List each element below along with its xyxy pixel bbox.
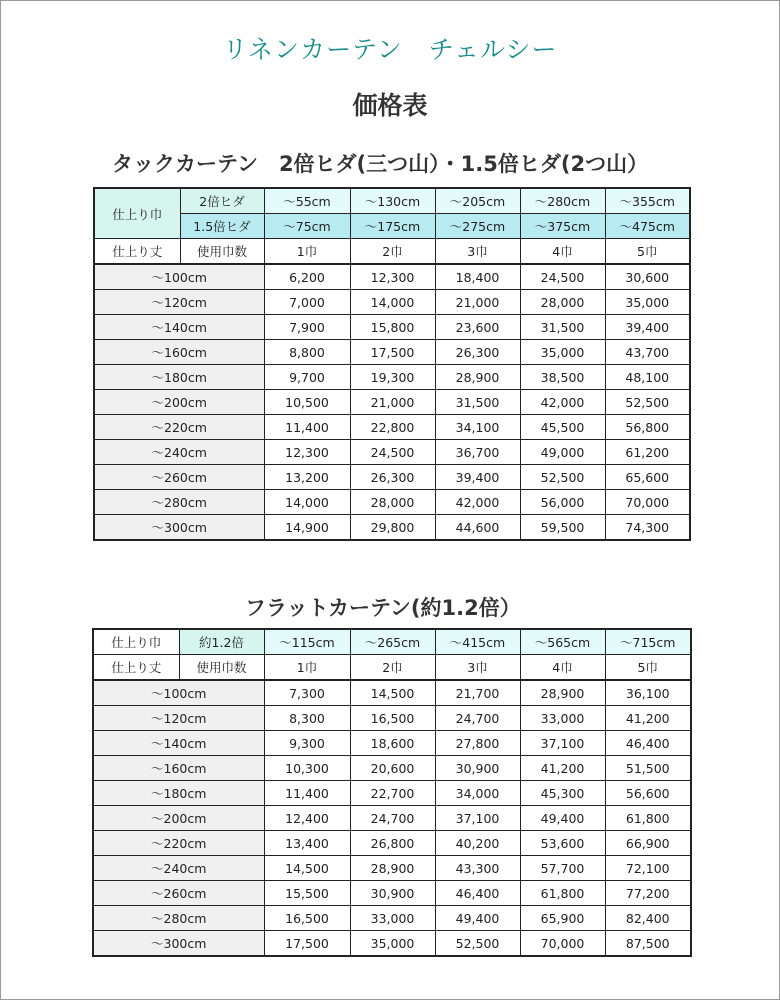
tuck-panel-count: 2巾 bbox=[350, 239, 435, 265]
flat-price-cell: 17,500 bbox=[264, 931, 350, 957]
flat-panels-label: 使用巾数 bbox=[179, 655, 264, 681]
flat-price-cell: 41,200 bbox=[605, 706, 691, 731]
flat-price-cell: 65,900 bbox=[520, 906, 605, 931]
flat-price-cell: 21,700 bbox=[435, 680, 520, 706]
table-row bbox=[93, 781, 691, 806]
flat-price-cell: 35,000 bbox=[350, 931, 435, 957]
flat-price-cell: 15,500 bbox=[264, 881, 350, 906]
flat-price-cell: 70,000 bbox=[520, 931, 605, 957]
tuck-price-cell: 28,000 bbox=[350, 490, 435, 515]
tuck-price-cell: 49,000 bbox=[520, 440, 605, 465]
tuck-price-cell: 7,900 bbox=[264, 315, 350, 340]
flat-length-cell: ～240cm bbox=[93, 856, 264, 881]
flat-price-cell: 77,200 bbox=[605, 881, 691, 906]
flat-price-cell: 33,000 bbox=[520, 706, 605, 731]
tuck-price-cell: 23,600 bbox=[435, 315, 520, 340]
flat-length-cell: ～200cm bbox=[93, 806, 264, 831]
tuck-panel-count: 5巾 bbox=[605, 239, 690, 265]
tuck-price-cell: 74,300 bbox=[605, 515, 690, 541]
tuck-price-cell: 44,600 bbox=[435, 515, 520, 541]
flat-width-cell: ～715cm bbox=[605, 629, 691, 655]
flat-price-cell: 8,300 bbox=[264, 706, 350, 731]
flat-fold-label: 約1.2倍 bbox=[179, 629, 264, 655]
tuck-price-cell: 14,000 bbox=[264, 490, 350, 515]
tuck-price-cell: 6,200 bbox=[264, 264, 350, 290]
flat-price-cell: 24,700 bbox=[435, 706, 520, 731]
flat-price-cell: 20,600 bbox=[350, 756, 435, 781]
flat-price-cell: 66,900 bbox=[605, 831, 691, 856]
flat-price-cell: 10,300 bbox=[264, 756, 350, 781]
tuck-price-cell: 24,500 bbox=[520, 264, 605, 290]
tuck-price-cell: 21,000 bbox=[350, 390, 435, 415]
table-row bbox=[94, 440, 690, 465]
table-row bbox=[94, 490, 690, 515]
tuck-length-cell: ～260cm bbox=[94, 465, 264, 490]
flat-price-cell: 46,400 bbox=[605, 731, 691, 756]
flat-price-cell: 18,600 bbox=[350, 731, 435, 756]
tuck-price-cell: 42,000 bbox=[435, 490, 520, 515]
tuck-price-cell: 7,000 bbox=[264, 290, 350, 315]
flat-price-cell: 27,800 bbox=[435, 731, 520, 756]
flat-price-cell: 37,100 bbox=[520, 731, 605, 756]
tuck-price-cell: 12,300 bbox=[264, 440, 350, 465]
tuck-fold-2x-label: 2倍ヒダ bbox=[180, 188, 264, 214]
page-title: 価格表 bbox=[352, 91, 428, 120]
tuck-price-cell: 34,100 bbox=[435, 415, 520, 440]
table-row bbox=[93, 831, 691, 856]
flat-price-cell: 26,800 bbox=[350, 831, 435, 856]
flat-price-cell: 28,900 bbox=[350, 856, 435, 881]
flat-price-cell: 72,100 bbox=[605, 856, 691, 881]
tuck-width-15x-cell: ～375cm bbox=[520, 214, 605, 239]
tuck-price-cell: 21,000 bbox=[435, 290, 520, 315]
flat-price-cell: 9,300 bbox=[264, 731, 350, 756]
tuck-length-cell: ～160cm bbox=[94, 340, 264, 365]
table-row bbox=[93, 906, 691, 931]
flat-price-cell: 24,700 bbox=[350, 806, 435, 831]
flat-width-cell: ～415cm bbox=[435, 629, 520, 655]
tuck-panel-count: 3巾 bbox=[435, 239, 520, 265]
tuck-price-cell: 10,500 bbox=[264, 390, 350, 415]
flat-price-cell: 12,400 bbox=[264, 806, 350, 831]
table-row bbox=[93, 856, 691, 881]
flat-length-cell: ～140cm bbox=[93, 731, 264, 756]
tuck-price-cell: 31,500 bbox=[435, 390, 520, 415]
flat-price-cell: 14,500 bbox=[350, 680, 435, 706]
flat-panel-count: 4巾 bbox=[520, 655, 605, 681]
tuck-price-cell: 48,100 bbox=[605, 365, 690, 390]
flat-price-table bbox=[92, 628, 692, 957]
flat-price-cell: 13,400 bbox=[264, 831, 350, 856]
tuck-length-cell: ～300cm bbox=[94, 515, 264, 541]
tuck-price-cell: 15,800 bbox=[350, 315, 435, 340]
flat-price-cell: 14,500 bbox=[264, 856, 350, 881]
flat-length-cell: ～160cm bbox=[93, 756, 264, 781]
tuck-price-cell: 14,000 bbox=[350, 290, 435, 315]
tuck-panel-count: 4巾 bbox=[520, 239, 605, 265]
tuck-price-cell: 19,300 bbox=[350, 365, 435, 390]
flat-price-cell: 45,300 bbox=[520, 781, 605, 806]
tuck-length-cell: ～120cm bbox=[94, 290, 264, 315]
table-row bbox=[94, 365, 690, 390]
flat-length-cell: ～280cm bbox=[93, 906, 264, 931]
tuck-price-cell: 18,400 bbox=[435, 264, 520, 290]
table-row bbox=[94, 465, 690, 490]
flat-panel-count: 1巾 bbox=[264, 655, 350, 681]
flat-length-cell: ～260cm bbox=[93, 881, 264, 906]
flat-price-cell: 46,400 bbox=[435, 881, 520, 906]
table-row bbox=[93, 881, 691, 906]
tuck-width-2x-cell: ～55cm bbox=[264, 188, 350, 214]
table-row bbox=[94, 415, 690, 440]
tuck-price-cell: 22,800 bbox=[350, 415, 435, 440]
flat-length-label: 仕上り丈 bbox=[93, 655, 179, 681]
tuck-price-cell: 31,500 bbox=[520, 315, 605, 340]
tuck-section-title: タックカーテン 2倍ヒダ(三つ山）・1.5倍ヒダ(2つ山） bbox=[112, 152, 649, 176]
flat-price-cell: 7,300 bbox=[264, 680, 350, 706]
table-row bbox=[93, 806, 691, 831]
tuck-price-cell: 35,000 bbox=[520, 340, 605, 365]
flat-price-cell: 52,500 bbox=[435, 931, 520, 957]
tuck-width-15x-cell: ～475cm bbox=[605, 214, 690, 239]
flat-price-cell: 41,200 bbox=[520, 756, 605, 781]
flat-width-cell: ～265cm bbox=[350, 629, 435, 655]
tuck-length-cell: ～140cm bbox=[94, 315, 264, 340]
tuck-length-cell: ～280cm bbox=[94, 490, 264, 515]
flat-length-cell: ～180cm bbox=[93, 781, 264, 806]
flat-price-cell: 30,900 bbox=[350, 881, 435, 906]
tuck-price-cell: 39,400 bbox=[435, 465, 520, 490]
table-row bbox=[94, 290, 690, 315]
flat-price-cell: 61,800 bbox=[520, 881, 605, 906]
flat-price-cell: 37,100 bbox=[435, 806, 520, 831]
flat-length-cell: ～120cm bbox=[93, 706, 264, 731]
tuck-price-cell: 59,500 bbox=[520, 515, 605, 541]
table-row bbox=[94, 340, 690, 365]
tuck-price-cell: 29,800 bbox=[350, 515, 435, 541]
table-row bbox=[93, 731, 691, 756]
flat-price-cell: 28,900 bbox=[520, 680, 605, 706]
tuck-price-cell: 38,500 bbox=[520, 365, 605, 390]
tuck-width-15x-cell: ～275cm bbox=[435, 214, 520, 239]
flat-price-cell: 87,500 bbox=[605, 931, 691, 957]
tuck-price-cell: 26,300 bbox=[435, 340, 520, 365]
tuck-length-cell: ～220cm bbox=[94, 415, 264, 440]
flat-price-cell: 51,500 bbox=[605, 756, 691, 781]
tuck-length-cell: ～100cm bbox=[94, 264, 264, 290]
tuck-width-2x-cell: ～205cm bbox=[435, 188, 520, 214]
flat-price-cell: 34,000 bbox=[435, 781, 520, 806]
flat-price-cell: 40,200 bbox=[435, 831, 520, 856]
flat-width-cell: ～565cm bbox=[520, 629, 605, 655]
flat-panel-count: 3巾 bbox=[435, 655, 520, 681]
tuck-price-cell: 42,000 bbox=[520, 390, 605, 415]
tuck-price-cell: 61,200 bbox=[605, 440, 690, 465]
tuck-price-table bbox=[93, 187, 691, 541]
flat-width-label: 仕上り巾 bbox=[93, 629, 179, 655]
flat-price-cell: 11,400 bbox=[264, 781, 350, 806]
tuck-length-cell: ～240cm bbox=[94, 440, 264, 465]
tuck-panels-label: 使用巾数 bbox=[180, 239, 264, 265]
tuck-price-cell: 11,400 bbox=[264, 415, 350, 440]
tuck-price-cell: 13,200 bbox=[264, 465, 350, 490]
tuck-price-cell: 9,700 bbox=[264, 365, 350, 390]
flat-price-cell: 49,400 bbox=[520, 806, 605, 831]
tuck-width-2x-cell: ～130cm bbox=[350, 188, 435, 214]
tuck-price-cell: 39,400 bbox=[605, 315, 690, 340]
table-row bbox=[94, 390, 690, 415]
flat-length-cell: ～220cm bbox=[93, 831, 264, 856]
tuck-price-cell: 17,500 bbox=[350, 340, 435, 365]
flat-price-cell: 56,600 bbox=[605, 781, 691, 806]
table-row bbox=[94, 515, 690, 541]
flat-price-cell: 82,400 bbox=[605, 906, 691, 931]
tuck-price-cell: 52,500 bbox=[520, 465, 605, 490]
flat-length-cell: ～300cm bbox=[93, 931, 264, 957]
flat-price-cell: 49,400 bbox=[435, 906, 520, 931]
table-row bbox=[93, 680, 691, 706]
tuck-length-cell: ～180cm bbox=[94, 365, 264, 390]
flat-price-cell: 36,100 bbox=[605, 680, 691, 706]
flat-price-cell: 53,600 bbox=[520, 831, 605, 856]
flat-width-cell: ～115cm bbox=[264, 629, 350, 655]
tuck-price-cell: 28,000 bbox=[520, 290, 605, 315]
tuck-price-cell: 36,700 bbox=[435, 440, 520, 465]
brand-name: リネンカーテン チェルシー bbox=[222, 35, 558, 64]
tuck-price-cell: 43,700 bbox=[605, 340, 690, 365]
tuck-price-cell: 26,300 bbox=[350, 465, 435, 490]
flat-price-cell: 22,700 bbox=[350, 781, 435, 806]
tuck-price-cell: 52,500 bbox=[605, 390, 690, 415]
tuck-price-cell: 65,600 bbox=[605, 465, 690, 490]
tuck-panel-count: 1巾 bbox=[264, 239, 350, 265]
tuck-price-cell: 56,800 bbox=[605, 415, 690, 440]
tuck-width-label: 仕上り巾 bbox=[94, 188, 180, 239]
flat-panel-count: 2巾 bbox=[350, 655, 435, 681]
tuck-price-cell: 30,600 bbox=[605, 264, 690, 290]
tuck-width-2x-cell: ～280cm bbox=[520, 188, 605, 214]
tuck-width-2x-cell: ～355cm bbox=[605, 188, 690, 214]
tuck-fold-15x-label: 1.5倍ヒダ bbox=[180, 214, 264, 239]
flat-price-cell: 30,900 bbox=[435, 756, 520, 781]
table-row bbox=[93, 756, 691, 781]
table-row bbox=[93, 706, 691, 731]
flat-length-cell: ～100cm bbox=[93, 680, 264, 706]
flat-price-cell: 61,800 bbox=[605, 806, 691, 831]
tuck-price-cell: 14,900 bbox=[264, 515, 350, 541]
flat-price-cell: 43,300 bbox=[435, 856, 520, 881]
tuck-price-cell: 12,300 bbox=[350, 264, 435, 290]
flat-price-cell: 57,700 bbox=[520, 856, 605, 881]
tuck-price-cell: 8,800 bbox=[264, 340, 350, 365]
tuck-length-cell: ～200cm bbox=[94, 390, 264, 415]
flat-price-cell: 16,500 bbox=[264, 906, 350, 931]
table-row bbox=[94, 264, 690, 290]
tuck-price-cell: 70,000 bbox=[605, 490, 690, 515]
table-row bbox=[93, 931, 691, 957]
flat-panel-count: 5巾 bbox=[605, 655, 691, 681]
tuck-width-15x-cell: ～175cm bbox=[350, 214, 435, 239]
tuck-price-cell: 45,500 bbox=[520, 415, 605, 440]
tuck-price-cell: 56,000 bbox=[520, 490, 605, 515]
table-row bbox=[94, 315, 690, 340]
tuck-width-15x-cell: ～75cm bbox=[264, 214, 350, 239]
flat-section-title: フラットカーテン(約1.2倍） bbox=[245, 596, 521, 620]
flat-price-cell: 16,500 bbox=[350, 706, 435, 731]
tuck-length-label: 仕上り丈 bbox=[94, 239, 180, 265]
tuck-price-cell: 35,000 bbox=[605, 290, 690, 315]
flat-price-cell: 33,000 bbox=[350, 906, 435, 931]
tuck-price-cell: 28,900 bbox=[435, 365, 520, 390]
tuck-price-cell: 24,500 bbox=[350, 440, 435, 465]
